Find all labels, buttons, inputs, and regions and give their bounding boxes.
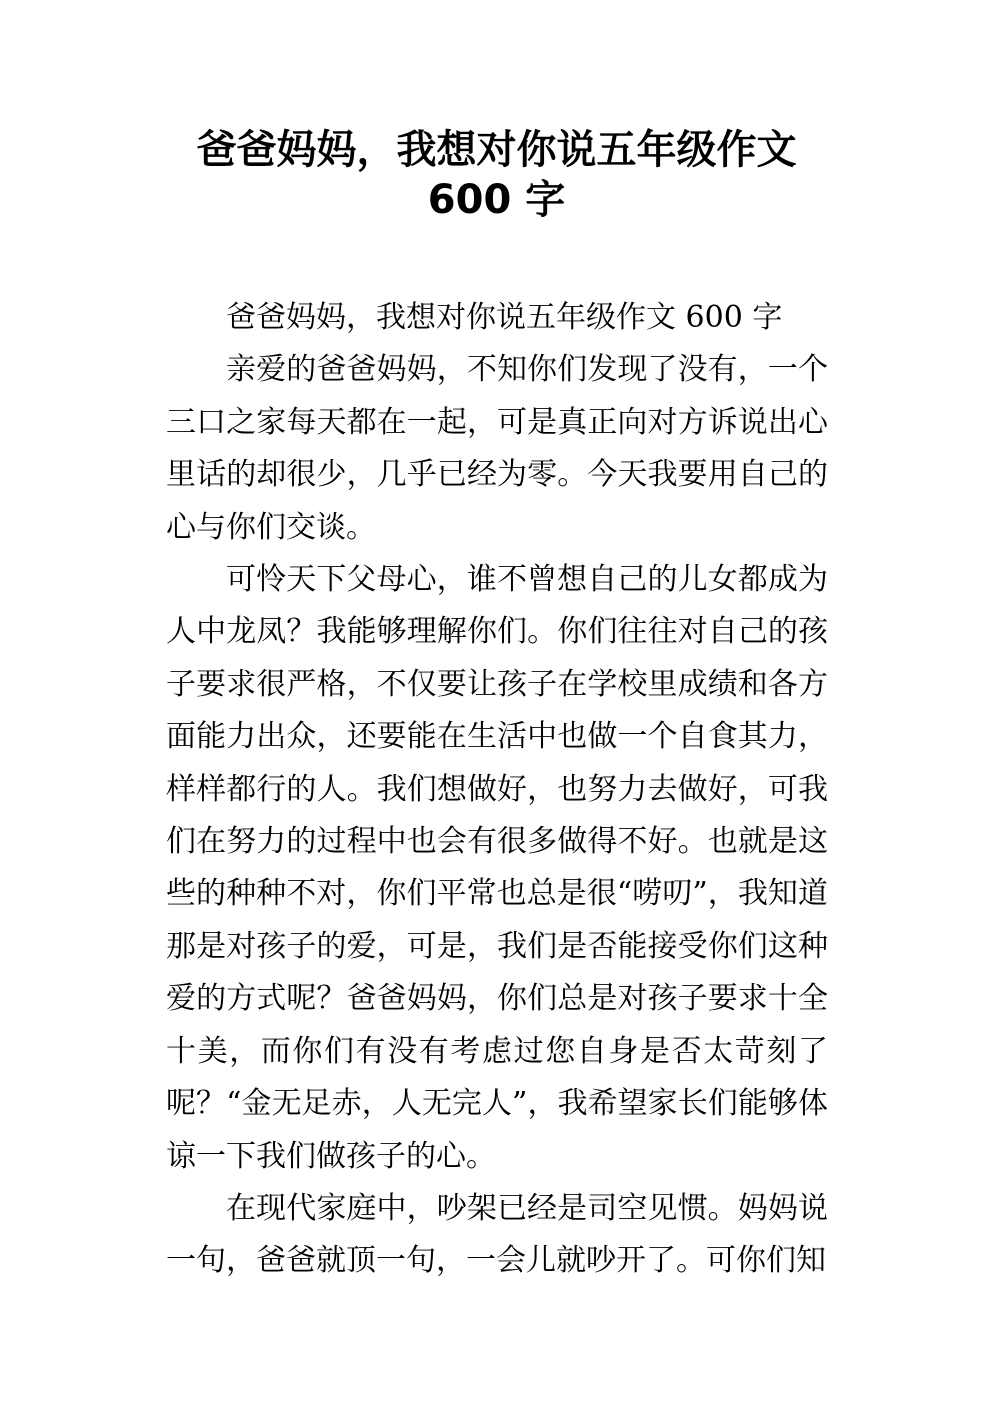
document-title-line-1: 爸爸妈妈，我想对你说五年级作文 [196,127,797,173]
paragraph: 亲爱的爸爸妈妈，不知你们发现了没有，一个三口之家每天都在一起，可是真正向对方诉说出心里话的却很少，几乎已经为零。今天我要用自己的心与你们交谈。 [166,352,828,545]
document-title-line-2: 600 字 [427,177,566,223]
paragraph: 在现代家庭中，吵架已经是司空见惯。妈妈说一句，爸爸就顶一句，一会儿就吵开了。可你们知 [166,1190,828,1279]
paragraph-heading-repeat: 爸爸妈妈，我想对你说五年级作文 600 字 [226,300,783,335]
paragraph: 可怜天下父母心，谁不曾想自己的儿女都成为人中龙凤？我能够理解你们。你们往往对自己的孩子要求很严格，不仅要让孩子在学校里成绩和各方面能力出众，还要能在生活中也做一个自食其力，样样都行的人。我们想做好，也努力去做好，可我们在努力的过程中也会有很多做得不好。也就是这些的种种不对，你们平常也总是很“唠叨”，我知道那是对孩子的爱，可是，我们是否能接受你们这种爱的方式呢？爸爸妈妈，你们总是对孩子要求十全十美，而你们有没有考虑过您自身是否太苛刻了呢？“金无足赤，人无完人”，我希望家长们能够体谅一下我们做孩子的心。 [166,562,828,1174]
document-body [166,292,828,1288]
